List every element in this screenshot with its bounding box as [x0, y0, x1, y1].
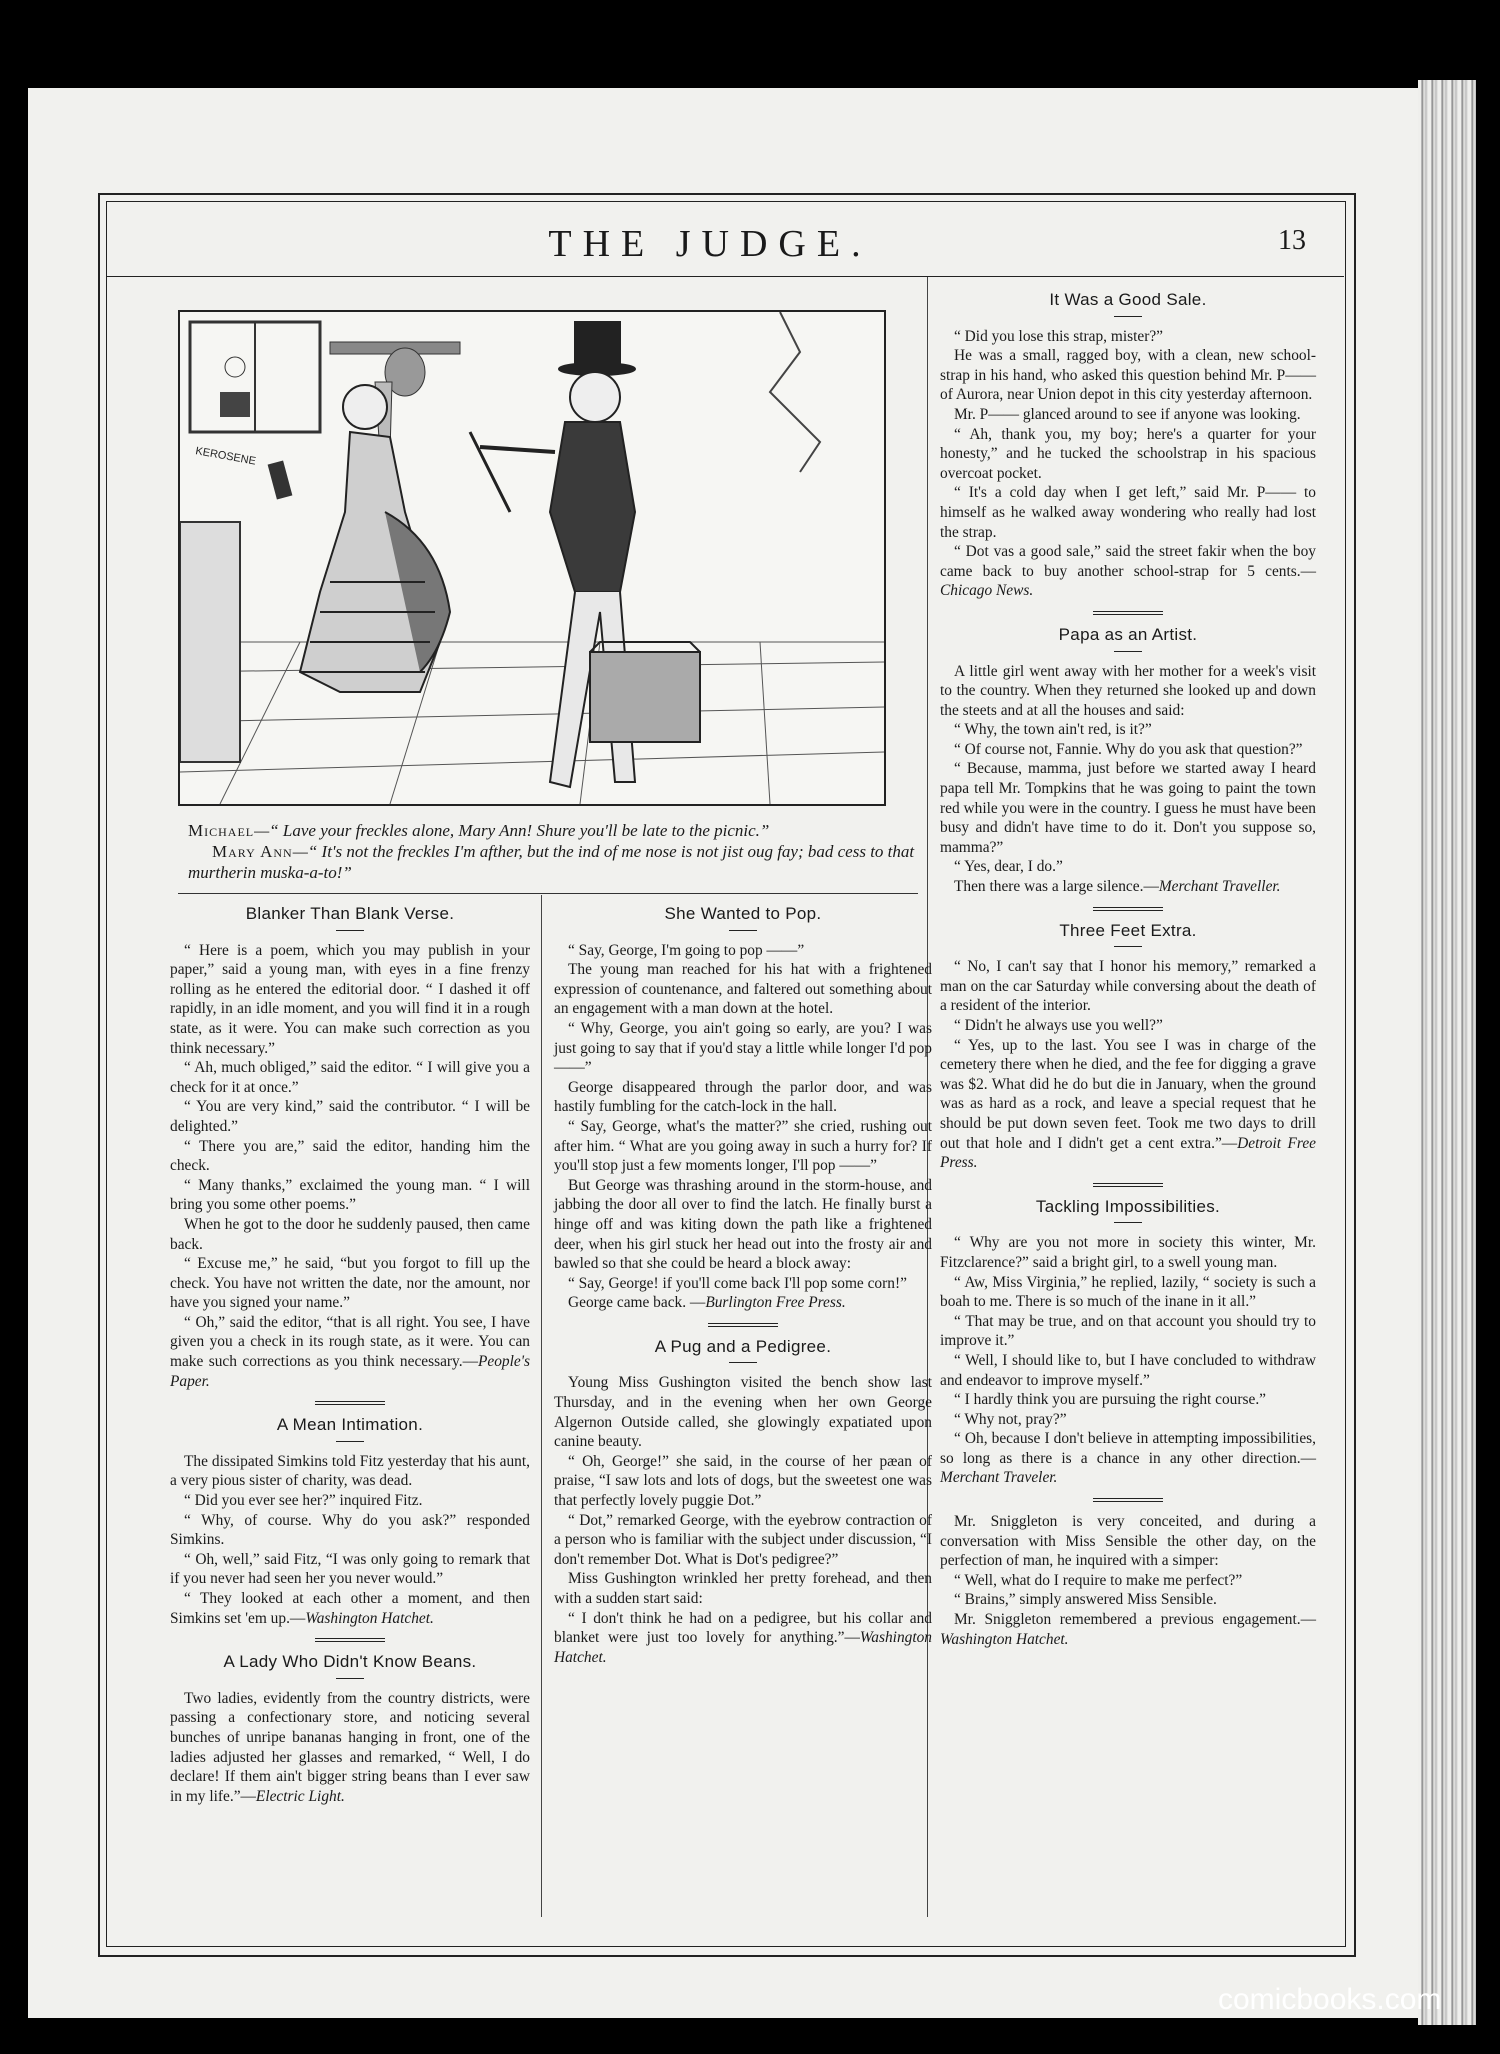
article-separator — [315, 1638, 385, 1642]
paragraph-text: “ Why, the town ain't red, is it?” — [954, 721, 1152, 739]
article-separator — [1093, 611, 1163, 615]
article-paragraph — [554, 941, 932, 961]
article-paragraph — [170, 1452, 530, 1491]
article-paragraph — [940, 483, 1316, 542]
masthead: THE JUDGE. — [548, 223, 872, 265]
article-paragraph — [554, 1176, 932, 1274]
title-rule — [1114, 651, 1142, 652]
watermark: comicbooks.com — [1218, 1983, 1442, 2016]
article-paragraph — [940, 1016, 1316, 1036]
paragraph-text: The young man reached for his hat with a frightened expression of countenance, and faltered out something about an engagement with a man down at the hotel. — [554, 961, 932, 1018]
article — [940, 1498, 1316, 1649]
article-paragraph — [940, 1036, 1316, 1173]
article-paragraph — [940, 877, 1316, 897]
paragraph-text: “ Many thanks,” exclaimed the young man. “ I will bring you some other poems.” — [170, 1176, 530, 1214]
article-source: Chicago News. — [940, 582, 1034, 600]
article — [940, 907, 1316, 1173]
paragraph-text: “ Dot,” remarked George, with the eyebrow contraction of a person who is familiar with the subject under discussion, “I don't remember Dot. What is Dot's pedigree?” — [554, 1511, 932, 1568]
article-paragraph — [554, 1373, 932, 1451]
article-title: A Mean Intimation. — [276, 1415, 424, 1435]
article-paragraph — [554, 1569, 932, 1608]
paragraph-text: “ Well, what do I require to make me perfect?” — [954, 1571, 1243, 1589]
article-paragraph — [940, 1571, 1316, 1591]
article-paragraph — [170, 941, 530, 1059]
caption-text-mary-ann: —“ It's not the freckles I'm afther, but the ind of me nose is not jist oug fay; bad cess to that murtherin muska-a-to!” — [188, 842, 915, 882]
article-source: Washington Hatchet. — [940, 1630, 1069, 1648]
caption-text-michael: —“ Lave your freckles alone, Mary Ann! Shure you'll be late to the picnic.” — [254, 821, 770, 840]
paragraph-text: Then there was a large silence.— — [954, 878, 1159, 896]
title-rule — [729, 930, 757, 931]
article-title: Tackling Impossibilities. — [1035, 1196, 1221, 1216]
article-paragraph — [940, 957, 1316, 1016]
masthead-rule — [106, 276, 1344, 277]
article-paragraph — [940, 740, 1316, 760]
paragraph-text: “ Brains,” simply answered Miss Sensible. — [954, 1591, 1217, 1609]
paragraph-text: Mr. P—— glanced around to see if anyone was looking. — [954, 405, 1301, 423]
article-paragraph — [940, 1273, 1316, 1312]
paragraph-text: George disappeared through the parlor door, and was hastily fumbling for the catch-lock in the hall. — [554, 1078, 932, 1116]
paragraph-text: Two ladies, evidently from the country districts, were passing a confectionary store, and noticing several bunches of unripe bananas hanging in front, one of the ladies adjusted her glasses and remarked, “ Well, I do declare! If them ain't bigger string beans than I ever saw in my life.”— — [170, 1689, 530, 1805]
article-paragraph — [940, 1312, 1316, 1351]
caption-line-michael — [188, 820, 928, 841]
article — [940, 290, 1316, 601]
article-paragraph — [940, 759, 1316, 857]
article-paragraph — [940, 1512, 1316, 1571]
middle-column-divider — [541, 895, 542, 1917]
article-paragraph — [170, 1254, 530, 1313]
title-rule — [729, 1362, 757, 1363]
title-rule — [336, 1678, 364, 1679]
paragraph-text: “ Oh,” said the editor, “that is all right. You see, I have given you a check in its rough state, as it were. You can make such corrections as you think necessary.— — [170, 1313, 530, 1371]
paragraph-text: “ Oh, well,” said Fitz, “I was only going to remark that if you never had seen her you never would.” — [170, 1550, 530, 1588]
paragraph-text: “ That may be true, and on that account you should try to improve it.” — [940, 1312, 1316, 1350]
page-number: 13 — [1278, 225, 1306, 256]
title-rule — [336, 1441, 364, 1442]
article-paragraph — [940, 327, 1316, 347]
paragraph-text: “ Say, George, I'm going to pop ——” — [568, 941, 805, 959]
paragraph-text: “ You are very kind,” said the contributor. “ I will be delighted.” — [170, 1098, 530, 1135]
paragraph-text: “ Because, mamma, just before we started away I heard papa tell Mr. Tompkins that he was going to paint the town red while you were in the country. I guess he must have been busy and didn't have time to do it. Don't you suppose so, mamma?” — [940, 760, 1316, 856]
paragraph-text: “ No, I can't say that I honor his memory,” remarked a man on the car Saturday while conversing about the death of a resident of the interior. — [940, 958, 1316, 1015]
article-title: A Lady Who Didn't Know Beans. — [223, 1652, 477, 1672]
caption-speaker-michael: Michael — [188, 821, 255, 840]
paragraph-text: “ Aw, Miss Virginia,” he replied, lazily, “ society is such a boah to me. There is so much of the inane in it all.” — [940, 1273, 1316, 1311]
paragraph-text: Mr. Sniggleton remembered a previous engagement.— — [954, 1611, 1316, 1629]
caption-rule — [178, 893, 918, 894]
paragraph-text: Miss Gushington wrinkled her pretty forehead, and then with a sudden start said: — [554, 1570, 932, 1607]
article-paragraph — [170, 1313, 530, 1391]
paragraph-text: He was a small, ragged boy, with a clean, new school-strap in his hand, who asked this question behind Mr. P——of Aurora, near Union depot in this city yesterday afternoon. — [940, 347, 1316, 404]
paragraph-text: The dissipated Simkins told Fitz yesterday that his aunt, a very pious sister of charity, was dead. — [170, 1452, 530, 1490]
paragraph-text: “ Oh, George!” she said, in the course of her pæan of praise, “I saw lots and lots of dogs, but the sweetest one was that perfectly lovely puggie Dot.” — [554, 1452, 932, 1510]
paragraph-text: A little girl went away with her mother for a week's visit to the country. When they returned she looked up and down the steets and at all the houses and said: — [940, 662, 1316, 719]
article-source: Merchant Traveller. — [1158, 878, 1281, 896]
article-paragraph — [940, 405, 1316, 425]
paragraph-text: “ Yes, up to the last. You see I was in charge of the cemetery there when he died, and the fee for digging a grave was $2. What did he do but die in January, when the ground was as hard as a rock, and leave a special request that he should be put down seven feet. Took me two days to drill out that hole and I didn't get a cent extra.”— — [940, 1036, 1316, 1152]
paragraph-text: “ Did you ever see her?” inquired Fitz. — [184, 1492, 423, 1510]
book-page-edges — [1418, 80, 1476, 2025]
article-paragraph — [170, 1137, 530, 1176]
article — [170, 1401, 530, 1628]
paragraph-text: “ Say, George, what's the matter?” she cried, rushing out after him. “ What are you going away in such a hurry for? If you'll stop just a few moments longer, I'll pop ——” — [554, 1117, 932, 1175]
article-source: Washington Hatchet. — [305, 1609, 434, 1627]
paragraph-text: “ Why not, pray?” — [954, 1410, 1067, 1428]
article — [170, 1638, 530, 1806]
title-rule — [1114, 946, 1142, 947]
article — [554, 1323, 932, 1668]
article — [554, 904, 932, 1313]
column-right — [940, 284, 1316, 1649]
article-paragraph — [940, 1351, 1316, 1390]
article-paragraph — [170, 1176, 530, 1215]
article-source: Electric Light. — [255, 1787, 345, 1805]
paragraph-text: “ Dot vas a good sale,” said the street fakir when the boy came back to buy another school-strap for 5 cents.— — [940, 543, 1316, 580]
article-source: Merchant Traveler. — [940, 1469, 1058, 1487]
paragraph-text: “ Say, George! if you'll come back I'll pop some corn!” — [568, 1274, 907, 1292]
article-paragraph — [940, 662, 1316, 721]
article-paragraph — [940, 1390, 1316, 1410]
paragraph-text: “ They looked at each other a moment, and then Simkins set 'em up.— — [170, 1590, 530, 1627]
article-paragraph — [554, 1511, 932, 1570]
paragraph-text: “ There you are,” said the editor, handing him the check. — [170, 1137, 530, 1175]
paragraph-text: But George was thrashing around in the storm-house, and jabbing the door all over to find the latch. He finally burst a hinge off and was kiting down the path like a frightened deer, when his girl stuck her head out into the frosty air and bawled so that she could be heard a block away: — [554, 1176, 932, 1273]
cartoon-caption — [188, 820, 928, 883]
paragraph-text: “ Oh, because I don't believe in attempting impossibilities, so long as there is a chance in any other direction.— — [940, 1430, 1316, 1467]
paragraph-text: “ Why are you not more in society this winter, Mr. Fitzclarence?” said a bright girl, to a swell young man. — [940, 1234, 1316, 1271]
article-paragraph — [170, 1491, 530, 1511]
article-paragraph — [940, 857, 1316, 877]
article-paragraph — [554, 1117, 932, 1176]
paragraph-text: “ Of course not, Fannie. Why do you ask that question?” — [954, 740, 1303, 758]
paragraph-text: “ Did you lose this strap, mister?” — [954, 327, 1164, 345]
paragraph-text: “ Why, George, you ain't going so early, are you? I was just going to say that if you'd stay a little while longer I'd pop——” — [554, 1019, 932, 1077]
paragraph-text: George came back. — — [568, 1294, 706, 1312]
paragraph-text: “ I hardly think you are pursuing the right course.” — [954, 1391, 1266, 1409]
column-middle — [554, 898, 932, 1667]
article-paragraph — [940, 1233, 1316, 1272]
article-source: Detroit Free Press. — [940, 1134, 1316, 1172]
article-paragraph — [940, 720, 1316, 740]
paragraph-text: “ Ah, thank you, my boy; here's a quarter for your honesty,” and he tucked the schoolstrap in his spacious overcoat pocket. — [940, 425, 1316, 482]
article — [940, 611, 1316, 897]
article-paragraph — [554, 1293, 932, 1313]
article-separator — [315, 1401, 385, 1405]
article-paragraph — [170, 1589, 530, 1628]
title-rule — [1114, 316, 1142, 317]
article-title: Three Feet Extra. — [1059, 920, 1197, 940]
article-paragraph — [554, 1452, 932, 1511]
paragraph-text: Mr. Sniggleton is very conceited, and during a conversation with Miss Sensible the other day, on the perfection of man, he inquired with a simper: — [940, 1513, 1316, 1570]
article-title: It Was a Good Sale. — [1049, 290, 1207, 309]
paragraph-text: When he got to the door he suddenly paused, then came back. — [170, 1215, 530, 1253]
article-paragraph — [940, 1410, 1316, 1430]
article-paragraph — [554, 1019, 932, 1078]
article-source: Washington Hatchet. — [554, 1629, 932, 1666]
article-title: Blanker Than Blank Verse. — [245, 904, 455, 923]
article-paragraph — [170, 1097, 530, 1136]
article-paragraph — [170, 1511, 530, 1550]
article — [170, 904, 530, 1391]
paragraph-text: “ It's a cold day when I get left,” said Mr. P—— to himself as he walked away wondering who really had lost the strap. — [940, 484, 1316, 541]
article — [940, 1183, 1316, 1488]
paragraph-text: “ Excuse me,” he said, “but you forgot to fill up the check. You have not written the date, nor the amount, nor have you signed your name.” — [170, 1255, 530, 1312]
article-source: Burlington Free Press. — [705, 1294, 846, 1312]
article-paragraph — [554, 1274, 932, 1294]
article-paragraph — [170, 1689, 530, 1807]
article-paragraph — [940, 1590, 1316, 1610]
paragraph-text: “ Yes, dear, I do.” — [954, 858, 1063, 876]
cartoon-drawing — [180, 312, 884, 804]
caption-line-mary-ann — [188, 841, 928, 883]
article-title: A Pug and a Pedigree. — [654, 1336, 832, 1356]
article-paragraph — [554, 1078, 932, 1117]
article-paragraph — [170, 1550, 530, 1589]
paragraph-text: “ Ah, much obliged,” said the editor. “ I will give you a check for it at once.” — [170, 1059, 530, 1096]
paragraph-text: “ Here is a poem, which you may publish in your paper,” said a young man, with eyes in a fine frenzy rolling as he entered the editorial door. “ I dashed it off rapidly, in an idle moment, and you will find it in a rough state, as it were. You can make such correction as you think necessary.” — [170, 941, 530, 1057]
article-paragraph — [940, 1610, 1316, 1649]
paragraph-text: “ Well, I should like to, but I have concluded to withdraw and endeavor to improve myself.” — [940, 1351, 1316, 1389]
article-separator — [1093, 907, 1163, 911]
paragraph-text: “ Why, of course. Why do you ask?” responded Simkins. — [170, 1511, 530, 1549]
paragraph-text: “ I don't think he had on a pedigree, but his collar and blanket were just too lovely for anything.”— — [554, 1609, 932, 1647]
paragraph-text: “ Didn't he always use you well?” — [954, 1017, 1163, 1034]
article-paragraph — [554, 1609, 932, 1668]
article-paragraph — [940, 542, 1316, 601]
article-paragraph — [940, 346, 1316, 405]
article-paragraph — [554, 960, 932, 1019]
column-left — [170, 898, 530, 1806]
article-paragraph — [940, 1429, 1316, 1488]
article-paragraph — [940, 425, 1316, 484]
article-separator — [708, 1323, 778, 1327]
article-paragraph — [170, 1058, 530, 1097]
article-separator — [1093, 1498, 1163, 1502]
caption-speaker-mary-ann: Mary Ann — [212, 842, 293, 861]
title-rule — [1114, 1222, 1142, 1223]
title-rule — [336, 930, 364, 931]
paragraph-text: Young Miss Gushington visited the bench show last Thursday, and in the evening when her own George Algernon Outside called, she glowingly expatiated upon canine beauty. — [554, 1374, 932, 1451]
article-paragraph — [170, 1215, 530, 1254]
article-title: She Wanted to Pop. — [664, 904, 822, 923]
cartoon-illustration — [178, 310, 886, 806]
article-title: Papa as an Artist. — [1058, 624, 1198, 644]
kerosene-label: KEROSENE — [194, 445, 257, 468]
article-source: People's Paper. — [170, 1353, 530, 1390]
article-separator — [1093, 1183, 1163, 1187]
